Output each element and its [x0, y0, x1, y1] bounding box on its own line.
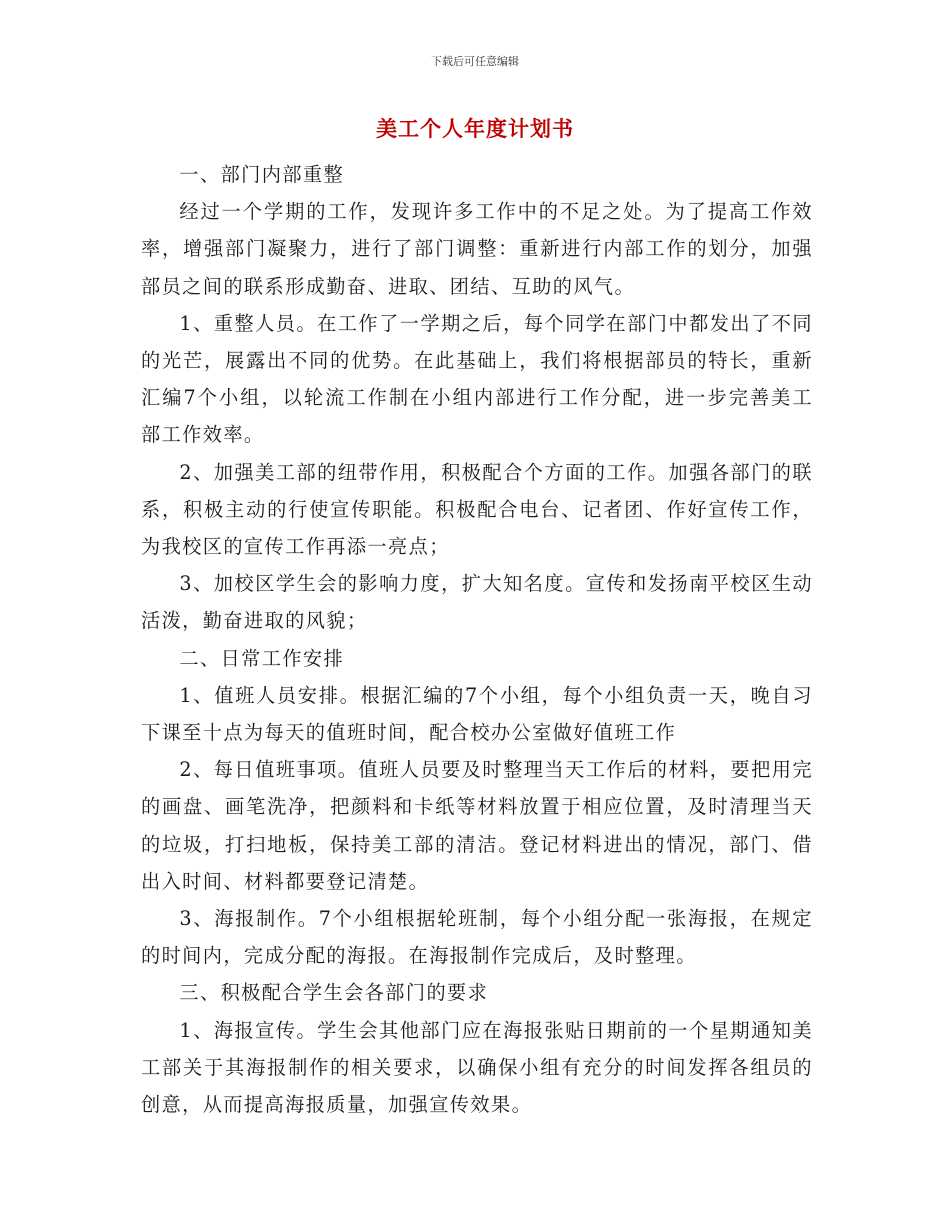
paragraph-coop-1: 1、海报宣传。学生会其他部门应在海报张贴日期前的一个星期通知美工部关于其海报制作的相关要求，以确保小组有充分的时间发挥各组员的创意，从而提高海报质量，加强宣传效果。 [141, 1018, 813, 1117]
page-header: 下载后可任意编辑 [431, 55, 519, 68]
paragraph-duty-1: 1、值班人员安排。根据汇编的7个小组，每个小组负责一天，晚自习下课至十点为每天的值班时间，配合校办公室做好值班工作 [141, 683, 813, 745]
section-heading-1: 一、部门内部重整 [179, 163, 345, 186]
paragraph-item-1: 1、重整人员。在工作了一学期之后，每个同学在部门中都发出了不同的光芒，展露出不同的优势。在此基础上，我们将根据部员的特长，重新汇编7个小组，以轮流工作制在小组内部进行工作分配，进一步完善美工部工作效率。 [141, 311, 813, 447]
paragraph-duty-2: 2、每日值班事项。值班人员要及时整理当天工作后的材料，要把用完的画盘、画笔洗净，把颜料和卡纸等材料放置于相应位置，及时清理当天的垃圾，打扫地板，保持美工部的清洁。登记材料进出的情况，部门、借出入时间、材料都要登记清楚。 [141, 758, 813, 893]
section-heading-2: 二、日常工作安排 [179, 646, 345, 670]
document-title: 美工个人年度计划书 [376, 116, 574, 141]
document-body [141, 156, 813, 1123]
paragraph-item-3: 3、加校区学生会的影响力度，扩大知名度。宣传和发扬南平校区生动活泼，勤奋进取的风貌； [141, 572, 813, 633]
paragraph-item-2: 2、加强美工部的纽带作用，积极配合个方面的工作。加强各部门的联系，积极主动的行使宣传职能。积极配合电台、记者团、作好宣传工作，为我校区的宣传工作再添一亮点； [141, 460, 813, 559]
paragraph-intro: 经过一个学期的工作，发现许多工作中的不足之处。为了提高工作效率，增强部门凝聚力，进行了部门调整：重新进行内部工作的划分，加强部员之间的联系形成勤奋、进取、团结、互助的风气。 [141, 200, 813, 298]
section-heading-3: 三、积极配合学生会各部门的要求 [179, 981, 489, 1005]
paragraph-duty-3: 3、海报制作。7个小组根据轮班制，每个小组分配一张海报，在规定的时间内，完成分配的海报。在海报制作完成后，及时整理。 [141, 907, 813, 968]
